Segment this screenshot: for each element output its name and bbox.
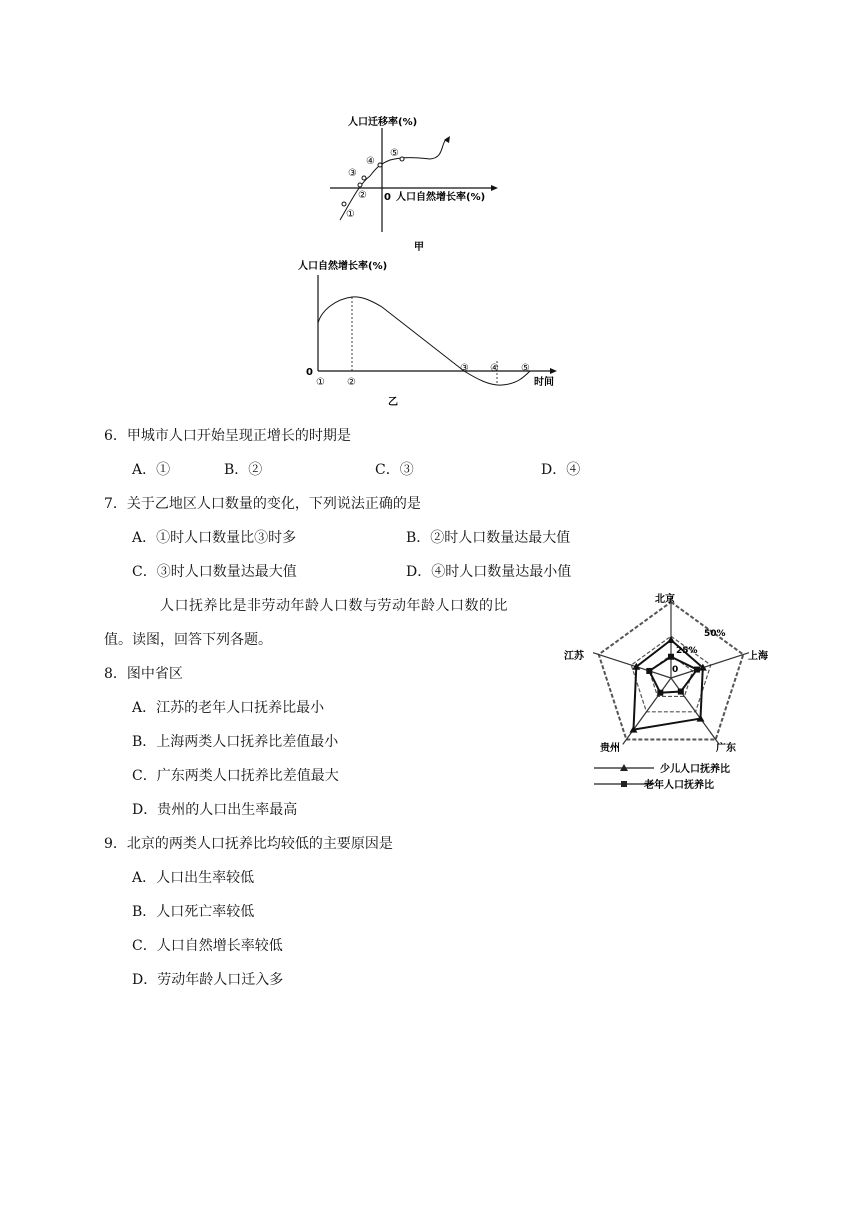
yi-x-arrow [550, 368, 557, 374]
jia-label-4: ④ [366, 156, 375, 167]
radar-children-point-0 [667, 636, 675, 643]
q8-option-b: B．上海两类人口抚养比差值最小 [132, 734, 339, 750]
radar-axis-label-guangdong: 广东 [716, 743, 736, 754]
radar-elderly-point-0 [668, 654, 674, 660]
radar-axis-3 [623, 678, 671, 744]
q6-stem: 6．甲城市人口开始呈现正增长的时期是 [104, 428, 351, 444]
radar-axis-label-guizhou: 贵州 [600, 743, 620, 754]
yi-ylabel: 人口自然增长率(%) [298, 261, 388, 272]
radar-axis-label-shanghai: 上海 [748, 651, 768, 662]
jia-label-1: ① [346, 209, 355, 220]
jia-label-3: ③ [348, 168, 357, 179]
q9-option-b: B．人口死亡率较低 [132, 904, 255, 920]
jia-origin: 0 [384, 192, 391, 203]
q6-option-b: B．② [224, 462, 263, 478]
radar-elderly-point-2 [678, 689, 684, 695]
legend-children-label: 少儿人口抚养比 [660, 764, 730, 775]
jia-point-3 [362, 176, 366, 180]
q6-option-c: C．③ [375, 462, 414, 478]
q7-option-b: B．②时人口数量达最大值 [406, 530, 571, 546]
q9-stem: 9．北京的两类人口抚养比均较低的主要原因是 [104, 836, 393, 852]
q8-option-a: A．江苏的老年人口抚养比最小 [132, 700, 325, 716]
q9-option-c: C．人口自然增长率较低 [132, 938, 283, 954]
q6-option-d: D．④ [541, 462, 581, 478]
radar-axis-label-jiangsu: 江苏 [564, 651, 584, 662]
radar-axis-2 [671, 678, 719, 744]
jia-point-2 [358, 183, 362, 187]
jia-label-2: ② [358, 190, 367, 201]
yi-caption: 乙 [388, 397, 398, 407]
yi-label-3: ③ [460, 363, 469, 374]
radar-elderly-point-3 [657, 690, 663, 696]
radar-axis-label-beijing: 北京 [655, 594, 675, 605]
q9-option-a: A．人口出生率较低 [132, 870, 255, 886]
yi-origin: 0 [306, 367, 313, 378]
q6-option-a: A．① [132, 462, 171, 478]
radar-chart [558, 588, 784, 794]
q8-option-d: D．贵州的人口出生率最高 [132, 802, 298, 818]
legend-elderly-marker [621, 781, 627, 787]
radar-ring-label-50: 50% [704, 629, 726, 639]
yi-label-2: ② [347, 377, 356, 388]
figure-yi [292, 255, 572, 407]
radar-ring-label-0: 0 [672, 665, 679, 675]
q7-option-d: D．④时人口数量达最小值 [406, 564, 572, 580]
jia-point-1 [342, 202, 346, 206]
figure-jia [320, 108, 520, 254]
radar-elderly-point-4 [646, 668, 652, 674]
jia-xlabel: 人口自然增长率(%) [396, 192, 486, 203]
intro-line-2: 值。读图，回答下列各题。 [104, 632, 272, 648]
intro-line-1: 人口抚养比是非劳动年龄人口数与劳动年龄人口数的比 [160, 598, 508, 614]
q8-option-c: C．广东两类人口抚养比差值最大 [132, 768, 339, 784]
yi-label-1: ① [316, 377, 325, 388]
radar-elderly-point-1 [694, 667, 700, 673]
jia-label-5: ⑤ [390, 148, 399, 159]
yi-label-5: ⑤ [521, 363, 530, 374]
jia-point-4 [378, 163, 382, 167]
jia-x-arrow [491, 185, 498, 191]
jia-point-5 [400, 157, 404, 161]
q7-option-c: C．③时人口数量达最大值 [132, 564, 297, 580]
jia-ylabel: 人口迁移率(%) [348, 117, 418, 128]
q7-stem: 7．关于乙地区人口数量的变化，下列说法正确的是 [104, 496, 421, 512]
q7-option-a: A．①时人口数量比③时多 [132, 530, 297, 546]
yi-label-4: ④ [490, 363, 499, 374]
jia-caption: 甲 [414, 242, 424, 253]
q9-option-d: D．劳动年龄人口迁入多 [132, 972, 284, 988]
q8-stem: 8．图中省区 [104, 666, 183, 682]
yi-xlabel: 时间 [534, 377, 554, 388]
legend-elderly-label: 老年人口抚养比 [644, 780, 714, 791]
radar-ring-label-25: 25% [676, 646, 698, 656]
